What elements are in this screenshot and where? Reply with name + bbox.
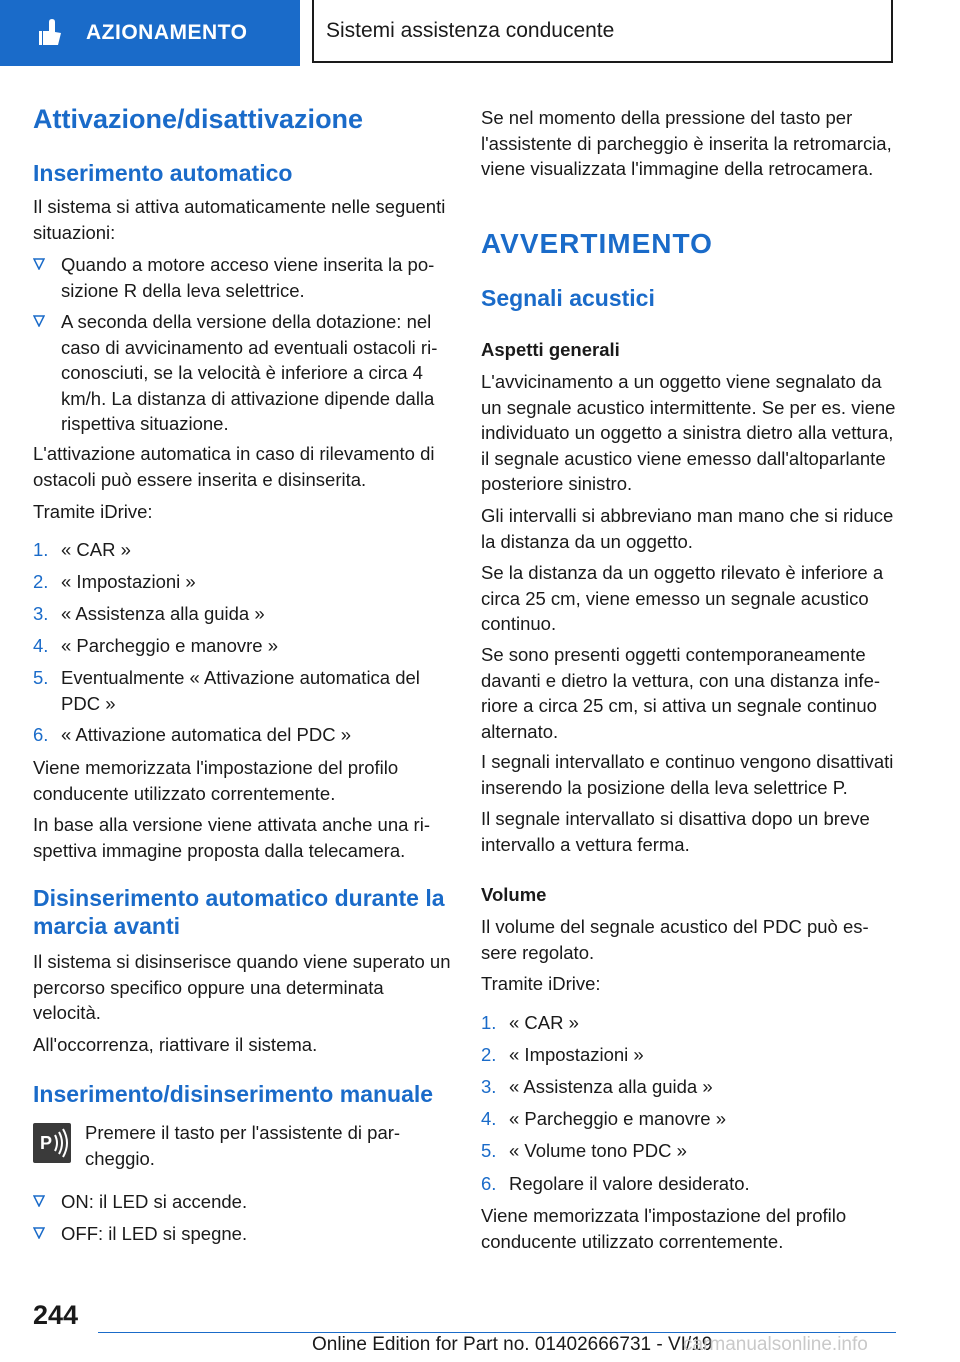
- heading-signals: Segnali acustici: [481, 285, 655, 311]
- paragraph: Premere il tasto per l'assistente di parcheggio.: [85, 1122, 401, 1169]
- paragraph: L'attivazione automatica in caso di rilevamento di ostacoli può essere inserita e disinserita.: [33, 443, 435, 490]
- footer-divider: [98, 1332, 896, 1333]
- paragraph: Il volume del segnale acustico del PDC può essere regolato.: [481, 916, 869, 963]
- list-item: 6. Regolare il valore desiderato.: [481, 1173, 750, 1194]
- list-item: 4. « Parcheggio e manovre »: [33, 635, 278, 656]
- list-item: 6. « Attivazione automatica del PDC »: [33, 724, 351, 745]
- list-item: 5. « Volume tono PDC »: [481, 1140, 687, 1161]
- paragraph: Se nel momento della pressione del tasto per l'assistente di parcheggio è inserita la retromarcia, viene visualizzata l'immagine della retrocamera.: [481, 107, 892, 179]
- paragraph: Il sistema si disinserisce quando viene superato un percorso specifico oppure una determinata velocità.: [33, 951, 451, 1023]
- watermark: carmanualsonline.info: [683, 1334, 868, 1355]
- section-tab: [0, 0, 300, 66]
- paragraph: I segnali intervallato e continuo vengono disattivati inserendo la posizione della leva selettrice P.: [481, 751, 894, 798]
- triangle-bullet-icon: [33, 1227, 45, 1239]
- list-item: 1. « CAR »: [481, 1012, 579, 1033]
- heading-disable: Disinserimento automatico durante la marcia avanti: [33, 885, 445, 939]
- chapter-title: Sistemi assistenza conducente: [312, 0, 893, 63]
- paragraph: All'occorrenza, riattivare il sistema.: [33, 1034, 318, 1055]
- list-item: A seconda della versione della dotazione: nel caso di avvicinamento ad eventuali ostacoli riconosciuti, se la velocità è inferiore a circa 4 km/h. La distanza di attivazione dipende dalla rispettiva situazione.: [33, 309, 451, 437]
- list-item: 5. Eventualmente « Attivazione automatica del PDC »: [33, 667, 420, 714]
- triangle-bullet-icon: [33, 258, 45, 270]
- heading-volume: Volume: [481, 884, 547, 905]
- list-item: OFF: il LED si spegne.: [33, 1221, 451, 1247]
- heading-manual: Inserimento/disinserimento manuale: [33, 1081, 434, 1107]
- paragraph: Tramite iDrive:: [33, 501, 153, 522]
- paragraph: In base alla versione viene attivata anche una rispettiva immagine proposta dalla telecamera.: [33, 814, 430, 861]
- list-item: Quando a motore acceso viene inserita la posizione R della leva selettrice.: [33, 252, 451, 303]
- paragraph: Il sistema si attiva automaticamente nelle seguenti situazioni:: [33, 196, 446, 243]
- page-header: [0, 0, 960, 66]
- paragraph: Se la distanza da un oggetto rilevato è inferiore a circa 25 cm, viene emesso un segnale acustico continuo.: [481, 562, 884, 634]
- paragraph: Viene memorizzata l'impostazione del profilo conducente utilizzato correntemente.: [481, 1205, 847, 1252]
- paragraph: Il segnale intervallato si disattiva dopo un breve intervallo a vettura ferma.: [481, 808, 870, 855]
- list-item: 3. « Assistenza alla guida »: [481, 1076, 713, 1097]
- section-tab-label: AZIONAMENTO: [86, 21, 248, 44]
- steering-hand-icon: [38, 19, 64, 47]
- list-item: ON: il LED si accende.: [33, 1189, 451, 1215]
- heading-general: Aspetti generali: [481, 339, 620, 360]
- edition-note: Online Edition for Part no. 01402666731 - VI/19: [312, 1334, 713, 1355]
- paragraph: Tramite iDrive:: [481, 973, 601, 994]
- heading-auto: Inserimento automatico: [33, 160, 293, 186]
- paragraph: Viene memorizzata l'impostazione del profilo conducente utilizzato correntemente.: [33, 757, 399, 804]
- list-item: 3. « Assistenza alla guida »: [33, 603, 265, 624]
- paragraph: Se sono presenti oggetti contemporaneamente davanti e dietro la vettura, con una distanza inferiore a circa 25 cm, si attiva un segnale continuo alternato.: [481, 644, 881, 742]
- list-item: 4. « Parcheggio e manovre »: [481, 1108, 726, 1129]
- parking-assist-button-icon: [33, 1123, 71, 1163]
- list-item: 2. « Impostazioni »: [481, 1044, 644, 1065]
- list-item: 2. « Impostazioni »: [33, 571, 196, 592]
- triangle-bullet-icon: [33, 1195, 45, 1207]
- svg-text:P: P: [40, 1133, 53, 1153]
- paragraph: Gli intervalli si abbreviano man mano che si riduce la distanza da un oggetto.: [481, 505, 894, 552]
- list-item: 1. « CAR »: [33, 539, 131, 560]
- warning-heading: AVVERTIMENTO: [481, 228, 713, 259]
- heading-activation: Attivazione/disattivazione: [33, 104, 364, 134]
- paragraph: L'avvicinamento a un oggetto viene segnalato da un segnale acustico intermittente. Se per es. viene individuato un oggetto a sinistra dietro alla vettura, il segnale acustico viene emesso dall'altoparlante posteriore sinistro.: [481, 371, 896, 494]
- triangle-bullet-icon: [33, 315, 45, 327]
- page-number: 244: [33, 1300, 79, 1330]
